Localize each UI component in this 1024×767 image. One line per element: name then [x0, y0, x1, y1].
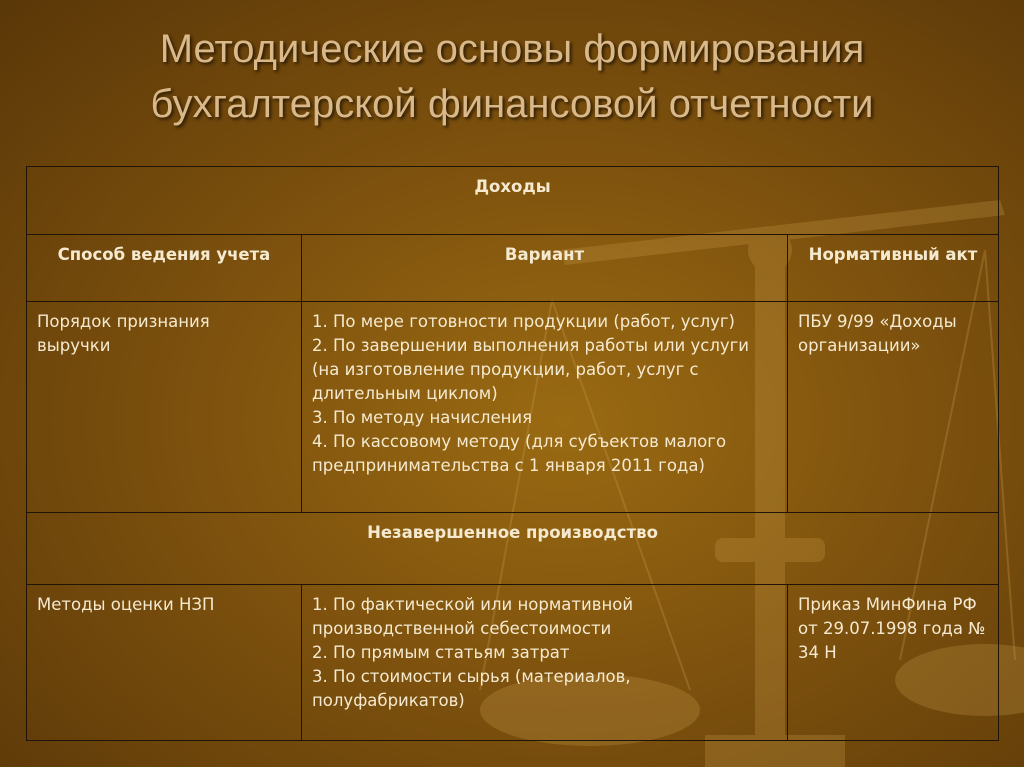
column-header-method: Способ ведения учета — [27, 235, 302, 302]
cell-method: Методы оценки НЗП — [27, 585, 302, 741]
accounting-table — [26, 166, 999, 741]
section-title-wip: Незавершенное производство — [27, 513, 999, 585]
slide-title — [0, 22, 1024, 132]
title-line-2: бухгалтерской финансовой отчетности — [150, 82, 874, 126]
cell-variant: 1. По фактической или нормативной производственной себестоимости 2. По прямым статьям затрат 3. По стоимости сырья (материалов, полуфабрикатов) — [302, 585, 788, 741]
title-line-1: Методические основы формирования — [159, 27, 865, 71]
table-row — [27, 302, 999, 513]
section-title-income: Доходы — [27, 167, 999, 235]
section-row-income — [27, 167, 999, 235]
table-row — [27, 585, 999, 741]
cell-act: ПБУ 9/99 «Доходы организации» — [788, 302, 999, 513]
cell-act: Приказ МинФина РФ от 29.07.1998 года № 34 Н — [788, 585, 999, 741]
cell-method: Порядок признания выручки — [27, 302, 302, 513]
column-header-act: Нормативный акт — [788, 235, 999, 302]
section-row-wip — [27, 513, 999, 585]
cell-variant: 1. По мере готовности продукции (работ, услуг) 2. По завершении выполнения работы или услуги (на изготовление продукции, работ, услуг с длительным циклом) 3. По методу начисления 4. По кассовому методу (для субъектов малого предпринимательства с 1 января 2011 года) — [302, 302, 788, 513]
column-header-variant: Вариант — [302, 235, 788, 302]
header-row — [27, 235, 999, 302]
